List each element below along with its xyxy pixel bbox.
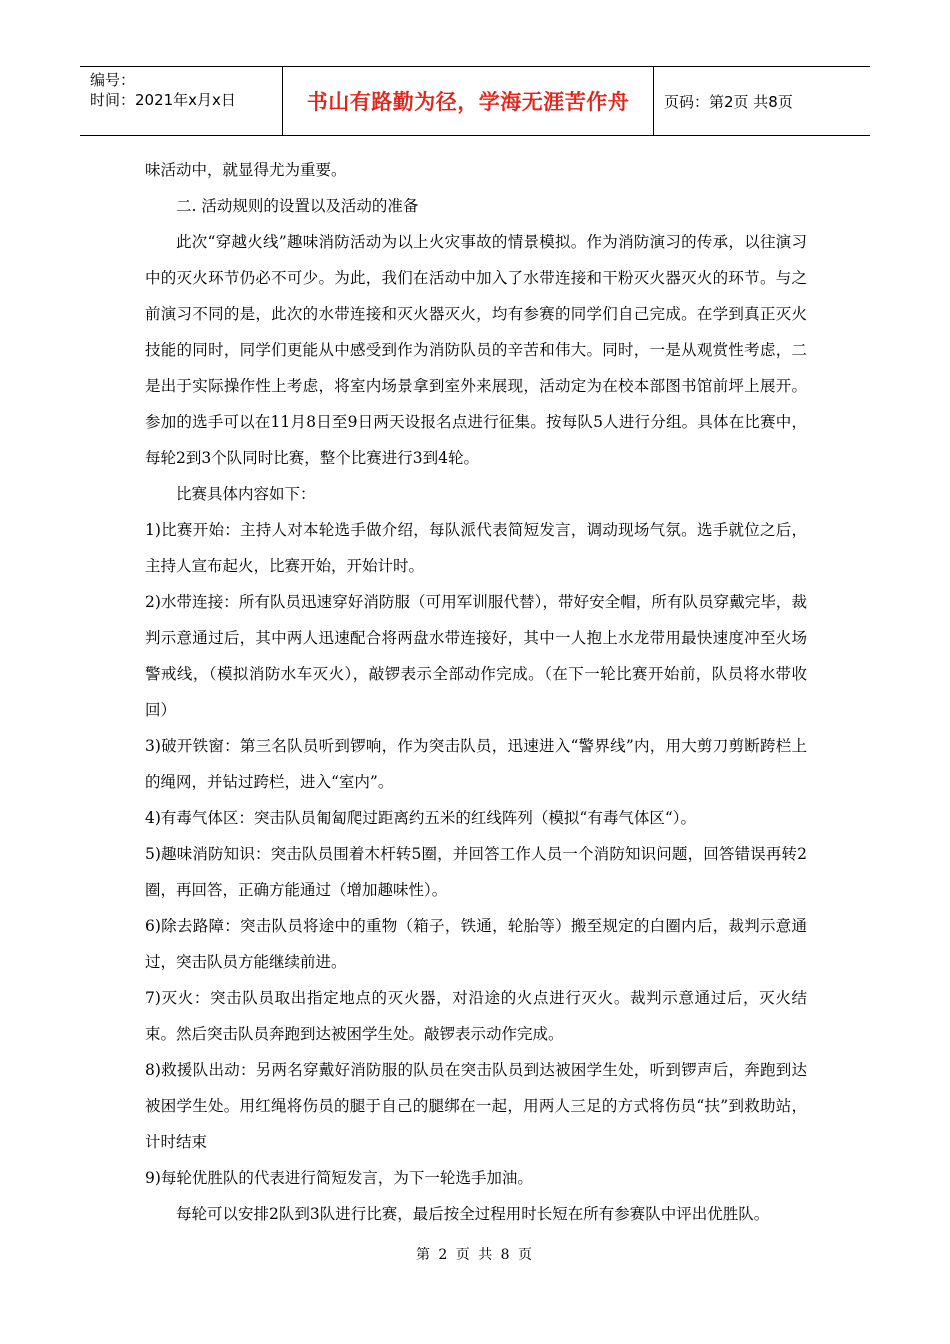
number-label: 编号： [90,71,136,89]
time-label: 时间：2021年x月x日 [90,91,236,109]
list-item-text: 破开铁窗：第三名队员听到锣响，作为突击队员，迅速进入“警界线”内，用大剪刀剪断跨栏上的绳网，并钻过跨栏，进入“室内”。 [145,737,807,791]
rule-list [145,512,807,1196]
list-item-text: 比赛开始：主持人对本轮选手做介绍，每队派代表简短发言，调动现场气氛。选手就位之后，主持人宣布起火，比赛开始，开始计时。 [145,521,807,575]
document-body [145,152,807,1232]
list-item-number: 6) [145,917,161,935]
list-item-text: 有毒气体区：突击队员匍匐爬过距离约五米的红线阵列（模拟“有毒气体区“）。 [160,809,697,827]
list-item-number: 5) [145,845,161,863]
list-item [145,1052,807,1160]
list-item [145,836,807,908]
header-motto-cell [282,67,654,135]
header-meta [80,67,282,135]
paragraph: 味活动中，就显得尤为重要。 [145,161,347,179]
paragraph: 比赛具体内容如下： [176,485,316,503]
list-item [145,800,807,836]
page-label: 页码：第2页 共8页 [664,92,793,111]
list-item [145,584,807,728]
list-item-text: 趣味消防知识：突击队员围着木杆转5圈，并回答工作人员一个消防知识问题，回答错误再转2圈，再回答，正确方能通过（增加趣味性）。 [145,845,807,899]
list-item-number: 7) [145,989,161,1007]
closing-paragraph: 每轮可以安排2队到3队进行比赛，最后按全过程用时长短在所有参赛队中评出优胜队。 [176,1205,770,1223]
list-item-text: 除去路障：突击队员将途中的重物（箱子，铁通，轮胎等）搬至规定的白圈内后，裁判示意通过，突击队员方能继续前进。 [145,917,807,971]
list-item-text: 水带连接：所有队员迅速穿好消防服（可用军训服代替），带好安全帽，所有队员穿戴完毕，裁判示意通过后，其中两人迅速配合将两盘水带连接好，其中一人抱上水龙带用最快速度冲至火场警戒线，（模拟消防水车灭火），敲锣表示全部动作完成。（在下一轮比赛开始前，队员将水带收回） [145,593,807,719]
list-item-number: 8) [145,1061,161,1079]
list-item-text: 每轮优胜队的代表进行简短发言，为下一轮选手加油。 [160,1169,533,1187]
list-item-text: 救援队出动：另两名穿戴好消防服的队员在突击队员到达被困学生处，听到锣声后，奔跑到达被困学生处。用红绳将伤员的腿于自己的腿绑在一起，用两人三足的方式将伤员“扶”到救助站，计时结束 [145,1061,807,1151]
list-item [145,980,807,1052]
list-item-number: 4) [145,809,161,827]
page-footer: 第 2 页 共 8 页 [415,1247,535,1263]
page-header [80,66,870,136]
list-item-text: 灭火：突击队员取出指定地点的灭火器，对沿途的火点进行灭火。裁判示意通过后，灭火结束。然后突击队员奔跑到达被困学生处。敲锣表示动作完成。 [145,989,807,1043]
list-item-number: 1) [145,521,161,539]
list-item-number: 9) [145,1169,161,1187]
list-item-number: 3) [145,737,161,755]
list-item-number: 2) [145,593,161,611]
paragraph: 此次“穿越火线”趣味消防活动为以上火灾事故的情景模拟。作为消防演习的传承，以往演习中的灭火环节仍必不可少。为此，我们在活动中加入了水带连接和干粉灭火器灭火的环节。与之前演习不同的是，此次的水带连接和灭火器灭火，均有参赛的同学们自己完成。在学到真正灭火技能的同时，同学们更能从中感受到作为消防队员的辛苦和伟大。同时，一是从观赏性考虑，二是出于实际操作性上考虑，将室内场景拿到室外来展现，活动定为在校本部图书馆前坪上展开。参加的选手可以在11月8日至9日两天设报名点进行征集。按每队5人进行分组。具体在比赛中，每轮2到3个队同时比赛，整个比赛进行3到4轮。 [145,233,807,467]
list-item [145,728,807,800]
motto: 书山有路勤为径，学海无涯苦作舟 [306,90,630,114]
list-item [145,908,807,980]
section-heading: 二. 活动规则的设置以及活动的准备 [176,197,419,215]
list-item [145,512,807,584]
list-item [145,1160,807,1196]
